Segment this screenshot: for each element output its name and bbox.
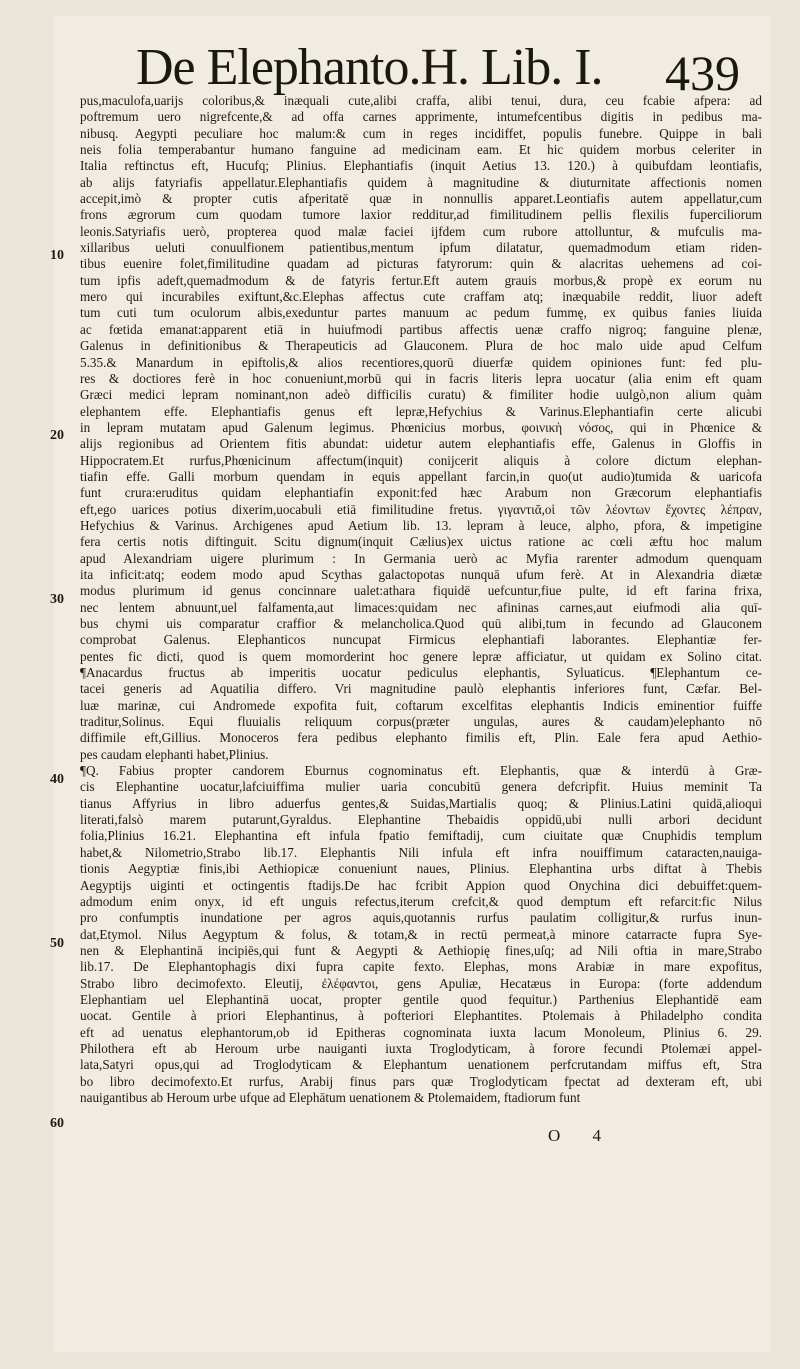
text-line: admodum enim onyx, id eft unguis refectus,iterum crefcit,& quod demptum eft refarcit:fic Nilus — [80, 893, 762, 909]
text-line: modus plurimum id genus concinnare ualet:athara fiquidē uefcuntur,fiue pulte, id eft farina frixa, — [80, 583, 762, 599]
text-line: pentes fic dicti, quod is quem momorderint hoc genere lepræ afficiatur, ut quidam ex Solino citat. — [80, 648, 762, 664]
text-line: 5.35.& Manardum in epiftolis,& alios recentiores,quorū diuerfæ quidem opiniones funt: fed plu- — [80, 354, 762, 370]
text-line: habet,& Nilometrio,Strabo lib.17. Elephantis Nili infula eft infra nouiffimum cataracten,nauiga- — [80, 844, 762, 860]
text-line: fera certis notis diftinguit. Scitu dignum(inquit Cælius)ex uictus ratione ac cœli æftu hoc malum — [80, 534, 762, 550]
text-line: tum cuti tum oculorum albis,exeduntur partes manuum ac pedum fummę, ex quibus fanies liuida — [80, 305, 762, 321]
line-number: 40 — [50, 772, 64, 787]
text-line: comprobat Galenus. Elephanticos nuncupat Firmicus elephantiafi laborantes. Elephantiæ fer- — [80, 632, 762, 648]
text-line: ¶Anacardus fructus ab imperitis uocatur pediculus elephantis, Syluaticus. ¶Elephantum ce- — [80, 665, 762, 681]
line-number: 10 — [50, 248, 64, 263]
text-line: tum ipfis adeft,quemadmodum & de fatyris fertur.Eft autem grauis morbus,& propè ex eorum nu — [80, 272, 762, 288]
text-line: luæ marinæ, cui Andromede expofita fuit, coftarum excelfitas elephantis Indicis eminentior fuiffe — [80, 697, 762, 713]
text-line: apud Alexandriam uigere plurimum : In Germania uerò ac Myfia rarenter admodum quenquam — [80, 550, 762, 566]
text-line: funt crura:eruditus quidam elephantiafin exponit:fed hæc Arabum non Græcorum elephantiafis — [80, 485, 762, 501]
text-line: neis folia temperabantur humano fanguine ad medicinam eam. Et hic quidem morbus celeriter in — [80, 142, 762, 158]
text-line: Hefychius & Varinus. Archigenes apud Aetium lib. 13. lepram à leuce, alpho, pfora, & impetigine — [80, 517, 762, 533]
text-line: ita inficit:atq; eodem modo apud Scythas galactopotas nunquā ufum ferè. At in Alexandria diætæ — [80, 566, 762, 582]
text-line: poftremum uero nigrefcente,& ad offa carnes apprimente, intumefcentibus digitis in pedibus ma- — [80, 109, 762, 125]
text-line: Græci medici lepram nominant,non adeò difficilis curatu) & fimiliter hodie uulgò,non alium quàm — [80, 387, 762, 403]
text-line: nibusq. Aegypti peculiare hoc malum:& cum in reges incidiffet, populis funebre. Quippe in bali — [80, 125, 762, 141]
text-line: accepit,imò & propter cutis afperitatē quæ in nonnullis apparet.Leontiafis autem appellatur,cum — [80, 191, 762, 207]
text-line: uocat. Gentile à priori Elephantinus, à pofteriori Elephantites. Ptolemais à Philadelpho condita — [80, 1008, 762, 1024]
text-line: pro confumptis inundatione per agros aquis,quotannis rurfus paulatim colligitur,& rurfus inun- — [80, 910, 762, 926]
text-line: bo libro decimofexto.Et rurfus, Arabij finus pars quæ Troglodyticam fpectat ad dexteram eft, ubi — [80, 1073, 762, 1089]
text-line: lib.17. De Elephantophagis dixi fupra capite fexto. Elephas, mons Arabiæ in mare expofitus, — [80, 959, 762, 975]
text-line: tiafin effe. Galli morbum quendam in equis appellant farcin,in quo(ut audio)tumida & uaricofa — [80, 468, 762, 484]
text-line: ab alijs fatyriafis appellatur.Elephantiafis quidem à magnitudine & diuturnitate affectionis nomen — [80, 174, 762, 190]
text-line: Elephantiam uel Elephantinā uocat, propter gentile quod fequitur.) Parthenius Elephantidē eam — [80, 991, 762, 1007]
text-line: Galenus in definitionibus & Therapeuticis ad Glauconem. Plura de hoc malo uide apud Celfum — [80, 338, 762, 354]
text-line: Strabo libro decimofexto. Eleutij, ἐλέφαντοι, gens Apuliæ, Hecatæus in Europa: (forte addendum — [80, 975, 762, 991]
text-line: elephantem effe. Elephantiafis genus eft lepræ,Hefychius & Varinus.Elephantiafin certe alicubi — [80, 403, 762, 419]
text-line: mero qui incurabiles exiftunt,&c.Elephas affectus cute craffam atq; inæquabile reddit, liuor adeft — [80, 289, 762, 305]
text-line: tianus Affyrius in libro aduerfus gentes,& Suidas,Martialis quoq; & Plinius.Latini quidā,alioqui — [80, 795, 762, 811]
text-line: leonis.Satyriafis uerò, propterea quod malæ faciei ijfdem cum rubore attolluntur, & mufculis ma- — [80, 223, 762, 239]
text-line: traditur,Solinus. Equi fluuialis reliquum corpus(præter ungulas, aures & caudam)elephanto nō — [80, 714, 762, 730]
text-line: ac fœtida emanat:apparent etiā in huiufmodi partibus affectis uenæ craffo nigroq; fanguine plenæ, — [80, 321, 762, 337]
text-line: res & doctiores ferè in hoc conueniunt,morbū qui in facris literis lepra uocatur (alia enim eft quam — [80, 370, 762, 386]
line-number: 50 — [50, 936, 64, 951]
text-line: diffimile eft,Gillius. Monoceros fera pedibus elephanto fimilis eft, Plin. Eale fera apud Aethio- — [80, 730, 762, 746]
text-line: nen & Elephantinā incipiēs,qui funt & Aegypti & Aethiopię fines,uſq; ad Nili oftia in mare,Strabo — [80, 942, 762, 958]
text-line: pus,maculofa,uarijs coloribus,& inæquali cute,alibi craffa, alibi tenui, dura, ceu fcabie afpera: ad — [80, 93, 762, 108]
text-line: nauigantibus ab Heroum urbe ufque ad Elephātum uenationem & Ptolemaidem, ftadiorum funt — [80, 1089, 581, 1105]
text-line: tibus euenire folet,fimilitudine quadam ad picturas fatyrorum: quin & alacritas uehemens ad coi- — [80, 256, 762, 272]
text-line: dat,Etymol. Nilus Aegyptum & folus, & totam,& in rectū permeat,à minore catarracte fupra Sye- — [80, 926, 762, 942]
line-number: 20 — [50, 428, 64, 443]
text-line: Italia reftinctus eft, Hucufq; Plinius. Elephantiafis (inquit Aetius 13. 120.) à quibufdam leontiafis, — [80, 158, 762, 174]
text-line: cis Elephantine uocatur,lafciuiffima mulier uaria concubitū genera defcripfit. Huius meminit Ta — [80, 779, 762, 795]
text-line: pes caudam elephanti habet,Plinius. — [80, 746, 269, 762]
text-line: alijs regionibus ad Orientem fitis abundat: uidetur autem elephantiafis effe, Galenus in Gloffis in — [80, 436, 762, 452]
text-line: Aegyptijs uiginti et octingentis ftadijs.De hac fcribit Appion quod Onychina dici debuiffet:quem- — [80, 877, 762, 893]
text-line: tionis Aegyptiæ finis,ibi Aethiopicæ conueniunt naues, Plinius. Elephantina urbs diftat à Thebis — [80, 861, 762, 877]
line-number: 60 — [50, 1116, 64, 1131]
line-number: 30 — [50, 592, 64, 607]
text-line: xillaribus ueluti conuulfionem patientibus,mentum ipfum dilatatur, quemadmodum etiam riden- — [80, 240, 762, 256]
signature-mark: O 4 — [548, 1126, 616, 1145]
text-line: Philothera eft ab Heroum urbe nauiganti iuxta Troglodyticam, à forore fecundi Ptolemæi appel- — [80, 1040, 762, 1056]
text-line: eft,ego uarices potius dixerim,uocabuli etiā fimilitudine fretus. γιγαντιᾶ,οἱ τῶν λέοντων ἔχοντες λέπραν, — [80, 501, 762, 517]
text-line: frons ægrorum cum quodam tumore laxior redditur,ad fimilitudinem pellis flexilis fuperciliorum — [80, 207, 762, 223]
page-number: 439 — [665, 45, 740, 101]
text-line: bus chymi uis comparatur craffior & melancholica.Quod quū alibi,tum in fecundo ad Glauconem — [80, 616, 762, 631]
running-title: De Elephanto.H. Lib. I. — [136, 39, 603, 96]
text-line: eft ad uenatus elephantorum,ob id Epitheras cognominata iuxta lacum Monoleum, Plinius 6. 29. — [80, 1024, 762, 1040]
text-line: folia,Plinius 16.21. Elephantina eft infula fpatio femiftadij, cum ciuitate quæ Cnuphidis templum — [80, 828, 762, 844]
text-line: nec lentem abnuunt,uel falfamenta,aut limaces:quidam nec afininas carnes,aut eiufmodi alia quī- — [80, 599, 762, 615]
text-line: ¶Q. Fabius propter candorem Eburnus cognominatus eft. Elephantis, quæ & interdū à Græ- — [80, 763, 762, 779]
text-line: tacei generis ad Aquatilia differo. Vri magnitudine paulò elephantis inferiores funt, Cæfar. Bel- — [80, 681, 762, 697]
body-text — [80, 93, 762, 1106]
text-line: lata,Satyri opus,qui ad Troglodyticam & Elephantum uenationem perfcrutandam miffus eft, Stra — [80, 1057, 762, 1073]
text-line: literati,falsò marem putarunt,Gyraldus. Elephantine Thebaidis oppidū,ubi nulli arbori decidunt — [80, 812, 762, 828]
text-line: in lepram mutatam apud Galenum legimus. Phœnicius morbus, φοινικὴ νόσος, qui in Phœnice & — [80, 419, 762, 435]
text-line: Hippocratem.Et rurfus,Phœnicinum affectum(inquit) conijcerit aliquis à colore dictum elephan- — [80, 452, 762, 468]
